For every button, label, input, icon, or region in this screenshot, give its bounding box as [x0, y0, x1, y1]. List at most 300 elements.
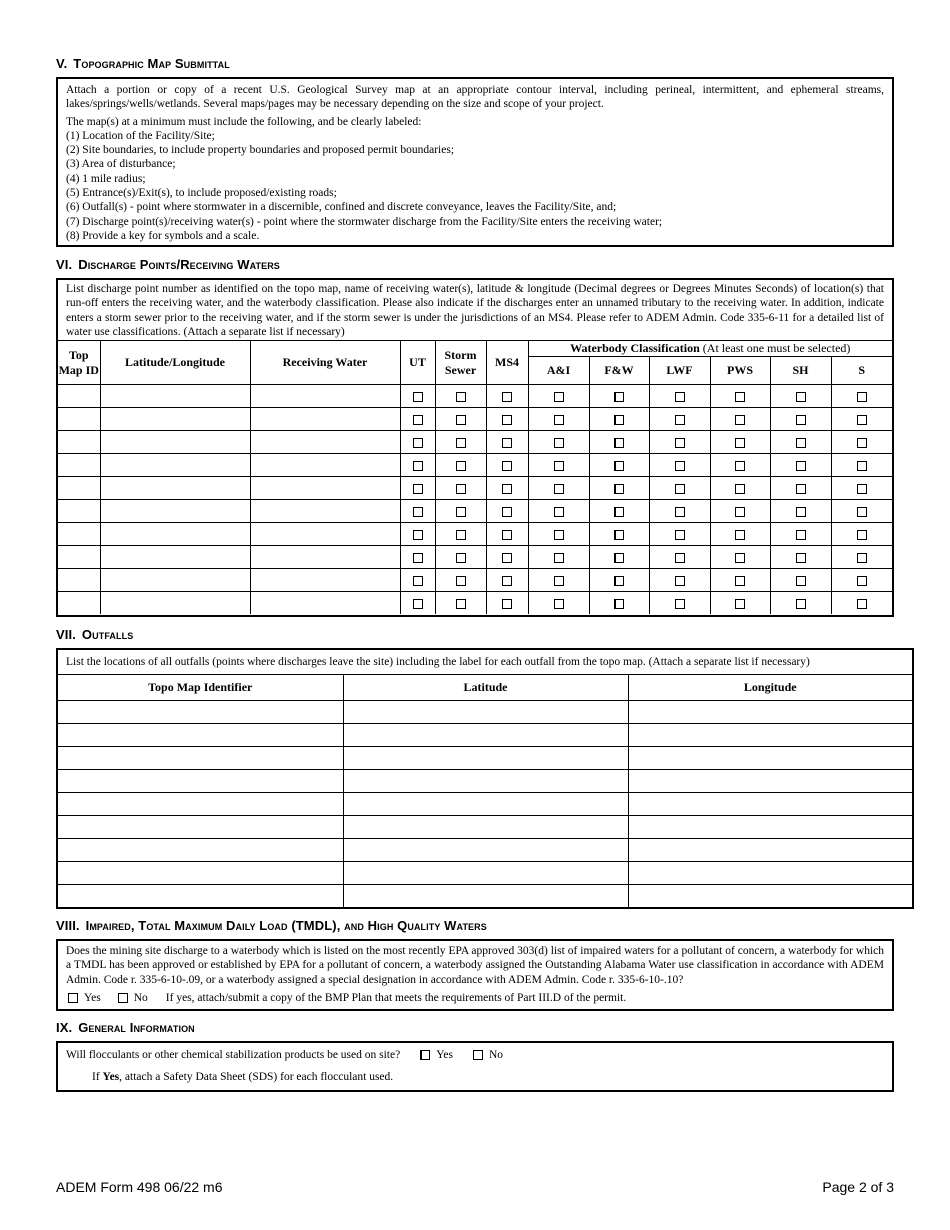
checkbox[interactable] [675, 438, 685, 448]
checkbox-cell[interactable] [400, 477, 435, 500]
impaired-waters-box [56, 939, 894, 1011]
checkbox-cell[interactable] [649, 546, 710, 569]
checkbox[interactable] [456, 599, 466, 609]
checkbox[interactable] [554, 507, 564, 517]
section-ix-heading [56, 1020, 195, 1035]
section-vi-heading [56, 257, 280, 272]
checkbox[interactable] [456, 507, 466, 517]
checkbox-cell[interactable] [528, 408, 589, 431]
receiving-water-cell[interactable] [250, 500, 400, 523]
checkbox[interactable] [554, 553, 564, 563]
checkbox-cell[interactable] [770, 592, 831, 615]
checkbox-cell[interactable] [435, 431, 486, 454]
checkbox-cell[interactable] [589, 454, 649, 477]
checkbox[interactable] [413, 599, 423, 609]
checkbox-cell[interactable] [589, 477, 649, 500]
longitude-cell[interactable] [628, 724, 912, 747]
checkbox-cell[interactable] [649, 431, 710, 454]
col-lat-long: Latitude/Longitude [100, 341, 250, 385]
checkbox[interactable] [614, 415, 624, 425]
checkbox[interactable] [502, 438, 512, 448]
impaired-no-label: No [133, 991, 148, 1004]
outfalls-instructions: List the locations of all outfalls (points where discharges leave the site) including the label for each outfall from the topo map. (Attach a separate list if necessary) [66, 656, 810, 668]
checkbox[interactable] [614, 392, 624, 402]
form-identifier: ADEM Form 498 06/22 m6 [56, 1179, 223, 1195]
checkbox[interactable] [456, 461, 466, 471]
receiving-water-cell[interactable] [250, 385, 400, 408]
checkbox-cell[interactable] [831, 431, 892, 454]
receiving-water-cell[interactable] [250, 569, 400, 592]
outfalls-body [58, 701, 912, 908]
receiving-water-cell[interactable] [250, 431, 400, 454]
checkbox[interactable] [413, 461, 423, 471]
checkbox[interactable] [413, 530, 423, 540]
longitude-cell[interactable] [628, 793, 912, 816]
checkbox-cell[interactable] [435, 454, 486, 477]
receiving-water-cell[interactable] [250, 546, 400, 569]
checkbox[interactable] [554, 599, 564, 609]
checkbox[interactable] [456, 553, 466, 563]
topo-map-identifier-cell[interactable] [58, 862, 343, 885]
checkbox-cell[interactable] [770, 523, 831, 546]
checkbox[interactable] [796, 484, 806, 494]
checkbox-cell[interactable] [435, 546, 486, 569]
table-row [58, 747, 912, 770]
topo-map-identifier-cell[interactable] [58, 885, 343, 908]
lat-long-cell[interactable] [100, 408, 250, 431]
flocculants-yes-option[interactable] [420, 1048, 453, 1062]
section-v-heading [56, 56, 230, 71]
checkbox-cell[interactable] [710, 546, 770, 569]
checkbox-cell[interactable] [710, 569, 770, 592]
checkbox[interactable] [796, 507, 806, 517]
checkbox[interactable] [857, 461, 867, 471]
checkbox[interactable] [456, 530, 466, 540]
checkbox[interactable] [675, 415, 685, 425]
section-vi-number: VI. [56, 257, 73, 272]
checkbox-cell[interactable] [486, 523, 528, 546]
checkbox[interactable] [735, 438, 745, 448]
checkbox-cell[interactable] [435, 408, 486, 431]
checkbox[interactable] [413, 438, 423, 448]
checkbox[interactable] [502, 415, 512, 425]
impaired-waters-question: Does the mining site discharge to a waterbody which is listed on the most recently EPA approved 303(d) list of impaired waters for a pollutant of concern, a waterbody for which a TMDL has been approved or established by EPA for a pollutant of concern, a waterbody assigned the Outstanding Alabama Water use classification in accordance with ADEM Admin. Code r. 335-6-10-.09, or a waterbody assigned a special designation in accordance with ADEM Admin. Code r. 335-6-10-.10? [66, 945, 884, 986]
checkbox-cell[interactable] [831, 477, 892, 500]
checkbox[interactable] [413, 507, 423, 517]
checkbox-cell[interactable] [710, 408, 770, 431]
top-map-id-cell[interactable] [58, 592, 100, 615]
checkbox[interactable] [735, 576, 745, 586]
outfalls-box [56, 648, 914, 909]
latitude-cell[interactable] [343, 724, 628, 747]
col-class-lwf: LWF [649, 357, 710, 385]
checkbox[interactable] [614, 461, 624, 471]
top-map-id-cell[interactable] [58, 408, 100, 431]
checkbox-cell[interactable] [528, 385, 589, 408]
latitude-cell[interactable] [343, 885, 628, 908]
col-receiving-water: Receiving Water [250, 341, 400, 385]
col-class-fw: F&W [589, 357, 649, 385]
topo-map-identifier-cell[interactable] [58, 701, 343, 724]
checkbox[interactable] [614, 553, 624, 563]
lat-long-cell[interactable] [100, 431, 250, 454]
checkbox-cell[interactable] [486, 546, 528, 569]
longitude-cell[interactable] [628, 701, 912, 724]
checkbox[interactable] [796, 438, 806, 448]
checkbox-cell[interactable] [486, 431, 528, 454]
lat-long-cell[interactable] [100, 569, 250, 592]
latitude-cell[interactable] [343, 770, 628, 793]
checkbox[interactable] [413, 576, 423, 586]
checkbox-cell[interactable] [831, 408, 892, 431]
checkbox[interactable] [614, 507, 624, 517]
checkbox[interactable] [456, 484, 466, 494]
checkbox-cell[interactable] [770, 431, 831, 454]
col-waterbody-classification [528, 341, 892, 357]
checkbox-cell[interactable] [435, 523, 486, 546]
lat-long-cell[interactable] [100, 523, 250, 546]
checkbox-cell[interactable] [831, 523, 892, 546]
table-row [58, 408, 892, 431]
checkbox-cell[interactable] [710, 454, 770, 477]
checkbox-cell[interactable] [589, 408, 649, 431]
checkbox[interactable] [456, 576, 466, 586]
checkbox-cell[interactable] [831, 500, 892, 523]
checkbox[interactable] [735, 461, 745, 471]
top-map-id-cell[interactable] [58, 569, 100, 592]
latitude-cell[interactable] [343, 701, 628, 724]
checkbox-cell[interactable] [649, 454, 710, 477]
col-top-map-id: Top Map ID [58, 341, 100, 385]
checkbox[interactable] [796, 553, 806, 563]
checkbox-cell[interactable] [589, 500, 649, 523]
discharge-points-body [58, 385, 892, 615]
checkbox-cell[interactable] [710, 477, 770, 500]
receiving-water-cell[interactable] [250, 477, 400, 500]
checkbox[interactable] [735, 484, 745, 494]
checkbox[interactable] [456, 438, 466, 448]
table-row [58, 793, 912, 816]
impaired-waters-options [66, 991, 884, 1005]
checkbox-cell[interactable] [589, 523, 649, 546]
checkbox[interactable] [675, 553, 685, 563]
table-row [58, 523, 892, 546]
checkbox[interactable] [857, 484, 867, 494]
col-ms4: MS4 [486, 341, 528, 385]
latitude-cell[interactable] [343, 793, 628, 816]
checkbox[interactable] [735, 530, 745, 540]
lat-long-cell[interactable] [100, 500, 250, 523]
checkbox[interactable] [413, 484, 423, 494]
checkbox-cell[interactable] [589, 431, 649, 454]
latitude-cell[interactable] [343, 816, 628, 839]
longitude-cell[interactable] [628, 816, 912, 839]
checkbox[interactable] [675, 576, 685, 586]
top-map-id-cell[interactable] [58, 500, 100, 523]
checkbox[interactable] [796, 599, 806, 609]
checkbox-cell[interactable] [486, 477, 528, 500]
checkbox[interactable] [502, 484, 512, 494]
checkbox[interactable] [857, 599, 867, 609]
lat-long-cell[interactable] [100, 385, 250, 408]
discharge-points-table [58, 340, 892, 614]
checkbox-cell[interactable] [400, 500, 435, 523]
checkbox-cell[interactable] [649, 569, 710, 592]
checkbox-cell[interactable] [486, 592, 528, 615]
table-row [58, 385, 892, 408]
checkbox[interactable] [857, 438, 867, 448]
top-map-id-cell[interactable] [58, 454, 100, 477]
col-longitude: Longitude [628, 675, 912, 701]
flocculants-question: Will flocculants or other chemical stabilization products be used on site? [66, 1049, 401, 1061]
page-number: Page 2 of 3 [822, 1179, 894, 1195]
lat-long-cell[interactable] [100, 592, 250, 615]
checkbox[interactable] [502, 530, 512, 540]
checkbox-cell[interactable] [528, 523, 589, 546]
checkbox-cell[interactable] [770, 546, 831, 569]
checkbox[interactable] [735, 507, 745, 517]
checkbox[interactable] [502, 461, 512, 471]
impaired-yes-checkbox[interactable] [68, 993, 78, 1003]
checkbox[interactable] [614, 438, 624, 448]
top-map-id-cell[interactable] [58, 477, 100, 500]
flocculants-note-rest: , attach a Safety Data Sheet (SDS) for each flocculant used. [119, 1071, 394, 1084]
checkbox-cell[interactable] [649, 385, 710, 408]
top-map-id-cell[interactable] [58, 523, 100, 546]
checkbox-cell[interactable] [435, 569, 486, 592]
checkbox[interactable] [502, 507, 512, 517]
checkbox-cell[interactable] [400, 431, 435, 454]
col-storm-sewer: Storm Sewer [435, 341, 486, 385]
lat-long-cell[interactable] [100, 546, 250, 569]
checkbox-cell[interactable] [831, 454, 892, 477]
receiving-water-cell[interactable] [250, 454, 400, 477]
checkbox-cell[interactable] [770, 385, 831, 408]
checkbox[interactable] [796, 576, 806, 586]
table-row [58, 592, 892, 615]
checkbox[interactable] [675, 392, 685, 402]
topo-map-identifier-cell[interactable] [58, 839, 343, 862]
checkbox-cell[interactable] [528, 592, 589, 615]
receiving-water-cell[interactable] [250, 592, 400, 615]
checkbox[interactable] [857, 507, 867, 517]
checkbox[interactable] [614, 530, 624, 540]
checkbox[interactable] [456, 392, 466, 402]
longitude-cell[interactable] [628, 770, 912, 793]
checkbox-cell[interactable] [486, 500, 528, 523]
checkbox[interactable] [675, 530, 685, 540]
checkbox[interactable] [554, 484, 564, 494]
checkbox[interactable] [796, 392, 806, 402]
checkbox[interactable] [796, 461, 806, 471]
checkbox-cell[interactable] [589, 569, 649, 592]
flocculants-yes-checkbox[interactable] [420, 1050, 430, 1060]
section-v-title: Topographic Map Submittal [73, 56, 230, 71]
impaired-yes-label: Yes [84, 991, 101, 1004]
impaired-no-checkbox[interactable] [118, 993, 128, 1003]
checkbox[interactable] [675, 507, 685, 517]
checkbox-cell[interactable] [770, 477, 831, 500]
receiving-water-cell[interactable] [250, 408, 400, 431]
list-item: (1) Location of the Facility/Site; [66, 129, 215, 142]
checkbox-cell[interactable] [710, 523, 770, 546]
topo-map-identifier-cell[interactable] [58, 793, 343, 816]
latitude-cell[interactable] [343, 839, 628, 862]
checkbox-cell[interactable] [400, 569, 435, 592]
table-row [58, 770, 912, 793]
checkbox[interactable] [675, 461, 685, 471]
section-viii-number: VIII. [56, 918, 80, 933]
checkbox[interactable] [413, 415, 423, 425]
checkbox[interactable] [413, 553, 423, 563]
checkbox[interactable] [796, 415, 806, 425]
checkbox-cell[interactable] [528, 546, 589, 569]
checkbox-cell[interactable] [528, 454, 589, 477]
topo-map-identifier-cell[interactable] [58, 770, 343, 793]
checkbox-cell[interactable] [400, 454, 435, 477]
checkbox-cell[interactable] [528, 477, 589, 500]
checkbox-cell[interactable] [649, 477, 710, 500]
list-item: (5) Entrance(s)/Exit(s), to include proposed/existing roads; [66, 187, 337, 200]
longitude-cell[interactable] [628, 862, 912, 885]
checkbox-cell[interactable] [710, 431, 770, 454]
list-item: (2) Site boundaries, to include property boundaries and proposed permit boundaries; [66, 144, 455, 157]
impaired-yes-option[interactable] [68, 991, 101, 1005]
checkbox[interactable] [735, 553, 745, 563]
checkbox-cell[interactable] [831, 385, 892, 408]
checkbox[interactable] [554, 438, 564, 448]
checkbox[interactable] [675, 599, 685, 609]
checkbox-cell[interactable] [486, 385, 528, 408]
checkbox-cell[interactable] [400, 523, 435, 546]
checkbox-cell[interactable] [528, 569, 589, 592]
checkbox-cell[interactable] [649, 592, 710, 615]
top-map-id-cell[interactable] [58, 546, 100, 569]
checkbox-cell[interactable] [528, 431, 589, 454]
checkbox-cell[interactable] [649, 408, 710, 431]
checkbox[interactable] [857, 576, 867, 586]
checkbox[interactable] [502, 392, 512, 402]
checkbox-cell[interactable] [435, 592, 486, 615]
flocculants-no-option[interactable] [473, 1048, 503, 1062]
table-row [58, 885, 912, 908]
checkbox[interactable] [857, 530, 867, 540]
longitude-cell[interactable] [628, 747, 912, 770]
checkbox[interactable] [614, 484, 624, 494]
checkbox[interactable] [857, 553, 867, 563]
checkbox-cell[interactable] [400, 385, 435, 408]
checkbox-cell[interactable] [400, 408, 435, 431]
section-vi-title: Discharge Points/Receiving Waters [78, 257, 280, 272]
checkbox[interactable] [554, 530, 564, 540]
table-row [58, 701, 912, 724]
checkbox[interactable] [857, 392, 867, 402]
checkbox-cell[interactable] [831, 569, 892, 592]
checkbox[interactable] [502, 576, 512, 586]
checkbox[interactable] [554, 576, 564, 586]
checkbox-cell[interactable] [486, 569, 528, 592]
checkbox-cell[interactable] [649, 523, 710, 546]
checkbox-cell[interactable] [435, 477, 486, 500]
checkbox[interactable] [735, 415, 745, 425]
checkbox[interactable] [614, 576, 624, 586]
checkbox[interactable] [554, 415, 564, 425]
checkbox-cell[interactable] [831, 546, 892, 569]
topo-map-identifier-cell[interactable] [58, 724, 343, 747]
checkbox-cell[interactable] [486, 408, 528, 431]
checkbox[interactable] [554, 461, 564, 471]
checkbox[interactable] [857, 415, 867, 425]
checkbox-cell[interactable] [770, 569, 831, 592]
checkbox[interactable] [735, 392, 745, 402]
top-map-id-cell[interactable] [58, 385, 100, 408]
receiving-water-cell[interactable] [250, 523, 400, 546]
checkbox-cell[interactable] [589, 592, 649, 615]
checkbox-cell[interactable] [710, 500, 770, 523]
topo-map-identifier-cell[interactable] [58, 816, 343, 839]
table-row [58, 724, 912, 747]
checkbox[interactable] [502, 599, 512, 609]
checkbox[interactable] [735, 599, 745, 609]
checkbox[interactable] [554, 392, 564, 402]
checkbox[interactable] [502, 553, 512, 563]
section-vii-number: VII. [56, 627, 76, 642]
waterbody-classification-note: (At least one must be selected) [702, 341, 851, 355]
checkbox[interactable] [456, 415, 466, 425]
flocculants-note-yes: Yes [102, 1071, 120, 1084]
section-vii-heading [56, 627, 133, 642]
section-v-number: V. [56, 56, 68, 71]
table-row [58, 569, 892, 592]
checkbox[interactable] [675, 484, 685, 494]
checkbox-cell[interactable] [770, 500, 831, 523]
checkbox-cell[interactable] [770, 454, 831, 477]
impaired-no-option[interactable] [118, 991, 148, 1005]
checkbox-cell[interactable] [589, 546, 649, 569]
flocculants-no-checkbox[interactable] [473, 1050, 483, 1060]
latitude-cell[interactable] [343, 862, 628, 885]
checkbox-cell[interactable] [400, 592, 435, 615]
latitude-cell[interactable] [343, 747, 628, 770]
topo-map-identifier-cell[interactable] [58, 747, 343, 770]
checkbox-cell[interactable] [831, 592, 892, 615]
table-row [58, 454, 892, 477]
topo-intro: Attach a portion or copy of a recent U.S. Geological Survey map at an appropriate contour interval, including perineal, intermittent, and ephemeral streams, lakes/springs/wells/wetlands. Several maps/pages may be necessary depending on the size and scope of your project. [66, 84, 884, 111]
checkbox-cell[interactable] [770, 408, 831, 431]
checkbox[interactable] [614, 599, 624, 609]
checkbox-cell[interactable] [528, 500, 589, 523]
checkbox-cell[interactable] [589, 385, 649, 408]
longitude-cell[interactable] [628, 839, 912, 862]
checkbox-cell[interactable] [400, 546, 435, 569]
checkbox-cell[interactable] [710, 385, 770, 408]
checkbox-cell[interactable] [435, 500, 486, 523]
section-ix-title: General Information [78, 1020, 195, 1035]
longitude-cell[interactable] [628, 885, 912, 908]
checkbox-cell[interactable] [435, 385, 486, 408]
top-map-id-cell[interactable] [58, 431, 100, 454]
topo-lead: The map(s) at a minimum must include the following, and be clearly labeled: [66, 115, 422, 128]
table-row [58, 500, 892, 523]
checkbox[interactable] [413, 392, 423, 402]
checkbox-cell[interactable] [649, 500, 710, 523]
checkbox-cell[interactable] [710, 592, 770, 615]
lat-long-cell[interactable] [100, 477, 250, 500]
checkbox[interactable] [796, 530, 806, 540]
col-latitude: Latitude [343, 675, 628, 701]
checkbox-cell[interactable] [486, 454, 528, 477]
lat-long-cell[interactable] [100, 454, 250, 477]
